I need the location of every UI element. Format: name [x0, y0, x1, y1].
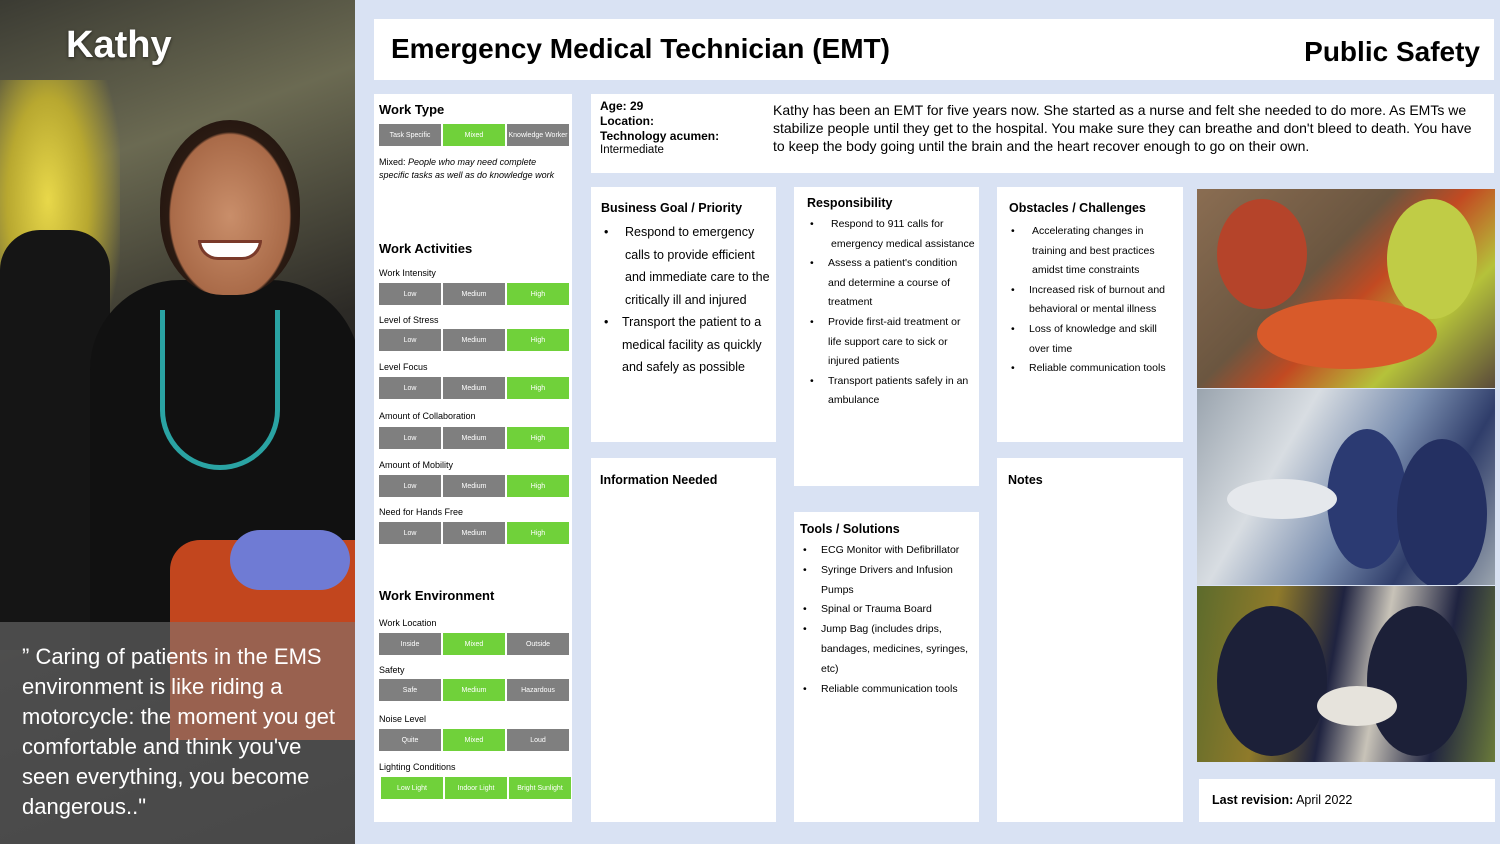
list-item: • Increased risk of burnout and behavioral or mental illness: [1008, 281, 1180, 320]
scale-option-selected: Low Light: [381, 777, 443, 799]
face: [160, 120, 300, 295]
scale-option-selected: High: [507, 377, 569, 399]
persona-quote: ” Caring of patients in the EMS environment is like riding a motorcycle: the moment you get comfortable and think you've seen everything, you become dangerous..": [22, 644, 336, 819]
emt-male: [1217, 606, 1327, 756]
business-goal-card: [591, 187, 776, 442]
persona-name: Kathy: [66, 24, 172, 66]
scale-option-selected: High: [507, 475, 569, 497]
noise-scale: [379, 729, 569, 751]
list-item: • Syringe Drivers and Infusion Pumps: [800, 561, 975, 601]
age: Age: 29: [600, 99, 644, 113]
last-revision: Last revision: April 2022: [1212, 793, 1353, 807]
notes-card: [997, 458, 1183, 822]
scale-label: Lighting Conditions: [379, 762, 456, 772]
patient-board: [1257, 299, 1437, 369]
scale-label: Work Location: [379, 618, 437, 628]
scale-label: Level of Stress: [379, 315, 439, 325]
work-location-scale: [379, 633, 569, 655]
list-item: • Loss of knowledge and skill over time: [1008, 320, 1180, 359]
scale-option: Task Specific: [379, 124, 441, 146]
scale-option: Knowledge Worker: [507, 124, 569, 146]
notes-heading: Notes: [1008, 473, 1043, 487]
tools-heading: Tools / Solutions: [800, 522, 900, 536]
scale-option: Quite: [379, 729, 441, 751]
scale-option: Low: [379, 427, 441, 449]
emt-left: [1217, 199, 1307, 309]
bio-card: [762, 94, 1494, 173]
business-goal-heading: Business Goal / Priority: [601, 201, 743, 215]
work-type-description: Mixed: People who may need complete specific tasks as well as do knowledge work: [379, 157, 555, 180]
scale-option-selected: Medium: [443, 679, 505, 701]
scale-label: Safety: [379, 665, 405, 675]
scale-option: Outside: [507, 633, 569, 655]
business-goal-list: [601, 221, 773, 379]
information-needed-heading: Information Needed: [600, 473, 718, 487]
stress-scale: [379, 329, 569, 351]
list-item: • Reliable communication tools: [1008, 359, 1180, 379]
stethoscope-icon: [160, 310, 280, 470]
scale-option: Low: [379, 522, 441, 544]
scale-option: Medium: [443, 377, 505, 399]
scale-label: Noise Level: [379, 714, 427, 724]
scale-option-selected: High: [507, 522, 569, 544]
scale-option: Loud: [507, 729, 569, 751]
page-title: Emergency Medical Technician (EMT): [391, 33, 890, 64]
focus-scale: [379, 377, 569, 399]
scale-option: Hazardous: [507, 679, 569, 701]
list-item: • Transport the patient to a medical facility as quickly and safely as possible: [601, 311, 773, 379]
bio-text: Kathy has been an EMT for five years now. She started as a nurse and felt she needed to do more. As EMTs we stabilize people until they get to the hospital. You make sure they can breathe and don't bleed to death. You have to keep the body going until the brain and the heart recover enough to go on their own.: [773, 102, 1472, 154]
domain-title: Public Safety: [1304, 36, 1480, 67]
scale-option-selected: Mixed: [443, 729, 505, 751]
list-item: • Spinal or Trauma Board: [800, 600, 975, 620]
glove: [230, 530, 350, 590]
scale-label: Amount of Collaboration: [379, 411, 476, 421]
tech-acumen-value: Intermediate: [600, 144, 664, 156]
obstacles-card: [997, 187, 1183, 442]
emt-blue-2: [1397, 439, 1487, 585]
scale-option: Safe: [379, 679, 441, 701]
emt-female: [1367, 606, 1467, 756]
tools-card: [794, 512, 979, 822]
lighting-scale: [381, 777, 571, 799]
list-item: • Assess a patient's condition and determine a course of treatment: [807, 254, 975, 313]
scale-option: Low: [379, 329, 441, 351]
title-card: [374, 19, 1494, 80]
scale-option: Medium: [443, 427, 505, 449]
work-type-heading: Work Type: [379, 102, 445, 117]
list-item: • ECG Monitor with Defibrillator: [800, 541, 975, 561]
scale-option-selected: Indoor Light: [445, 777, 507, 799]
scale-option: Inside: [379, 633, 441, 655]
obstacles-heading: Obstacles / Challenges: [1009, 201, 1146, 215]
smile: [198, 240, 262, 260]
scale-option-selected: High: [507, 283, 569, 305]
hands-free-scale: [379, 522, 569, 544]
responsibility-heading: Responsibility: [807, 196, 893, 210]
list-item: • Reliable communication tools: [800, 680, 975, 700]
responsibility-list: [807, 215, 975, 411]
list-item: • Respond to 911 calls for emergency medical assistance: [807, 215, 975, 254]
scale-option-selected: Mixed: [443, 124, 505, 146]
scale-option: Medium: [443, 522, 505, 544]
profile-card: [591, 94, 762, 173]
patient: [1317, 686, 1397, 726]
safety-scale: [379, 679, 569, 701]
revision-card: [1199, 779, 1495, 822]
responsibility-card: [794, 187, 979, 486]
scale-option: Low: [379, 475, 441, 497]
collaboration-scale: [379, 427, 569, 449]
photo-emts-with-stretcher: [1197, 586, 1495, 762]
list-item: • Accelerating changes in training and best practices amidst time constraints: [1008, 222, 1180, 281]
scale-label: Work Intensity: [379, 268, 436, 278]
scale-option-selected: Mixed: [443, 633, 505, 655]
scale-option: Medium: [443, 475, 505, 497]
information-needed-card: [591, 458, 776, 822]
stretcher: [1227, 479, 1337, 519]
scale-option: Low: [379, 377, 441, 399]
scale-label: Need for Hands Free: [379, 507, 464, 517]
scale-option: Low: [379, 283, 441, 305]
emt-blue-1: [1327, 429, 1407, 569]
scale-label: Amount of Mobility: [379, 460, 454, 470]
emt-right: [1387, 199, 1477, 319]
work-activities-heading: Work Activities: [379, 241, 473, 256]
list-item: • Jump Bag (includes drips, bandages, medicines, syringes, etc): [800, 620, 975, 679]
scale-option-selected: High: [507, 427, 569, 449]
scene-photos: [1197, 189, 1495, 762]
work-type-scale: [379, 124, 569, 146]
photo-ambulance-transport: [1197, 389, 1495, 585]
work-intensity-scale: [379, 283, 569, 305]
work-attributes-card: [374, 94, 572, 822]
photo-emts-treating-patient: [1197, 189, 1495, 388]
scale-option-selected: High: [507, 329, 569, 351]
scale-option: Medium: [443, 329, 505, 351]
mobility-scale: [379, 475, 569, 497]
list-item: • Provide first-aid treatment or life support care to sick or injured patients: [807, 313, 975, 372]
list-item: • Transport patients safely in an ambulance: [807, 372, 975, 411]
scale-label: Level Focus: [379, 362, 428, 372]
tech-acumen-label: Technology acumen:: [600, 129, 720, 143]
list-item: • Respond to emergency calls to provide efficient and immediate care to the critically ill and injured: [601, 221, 773, 311]
scale-option-selected: Bright Sunlight: [509, 777, 571, 799]
tools-list: [800, 541, 975, 699]
obstacles-list: [1008, 222, 1180, 379]
work-environment-heading: Work Environment: [379, 588, 495, 603]
location-label: Location:: [600, 114, 654, 128]
scale-option: Medium: [443, 283, 505, 305]
